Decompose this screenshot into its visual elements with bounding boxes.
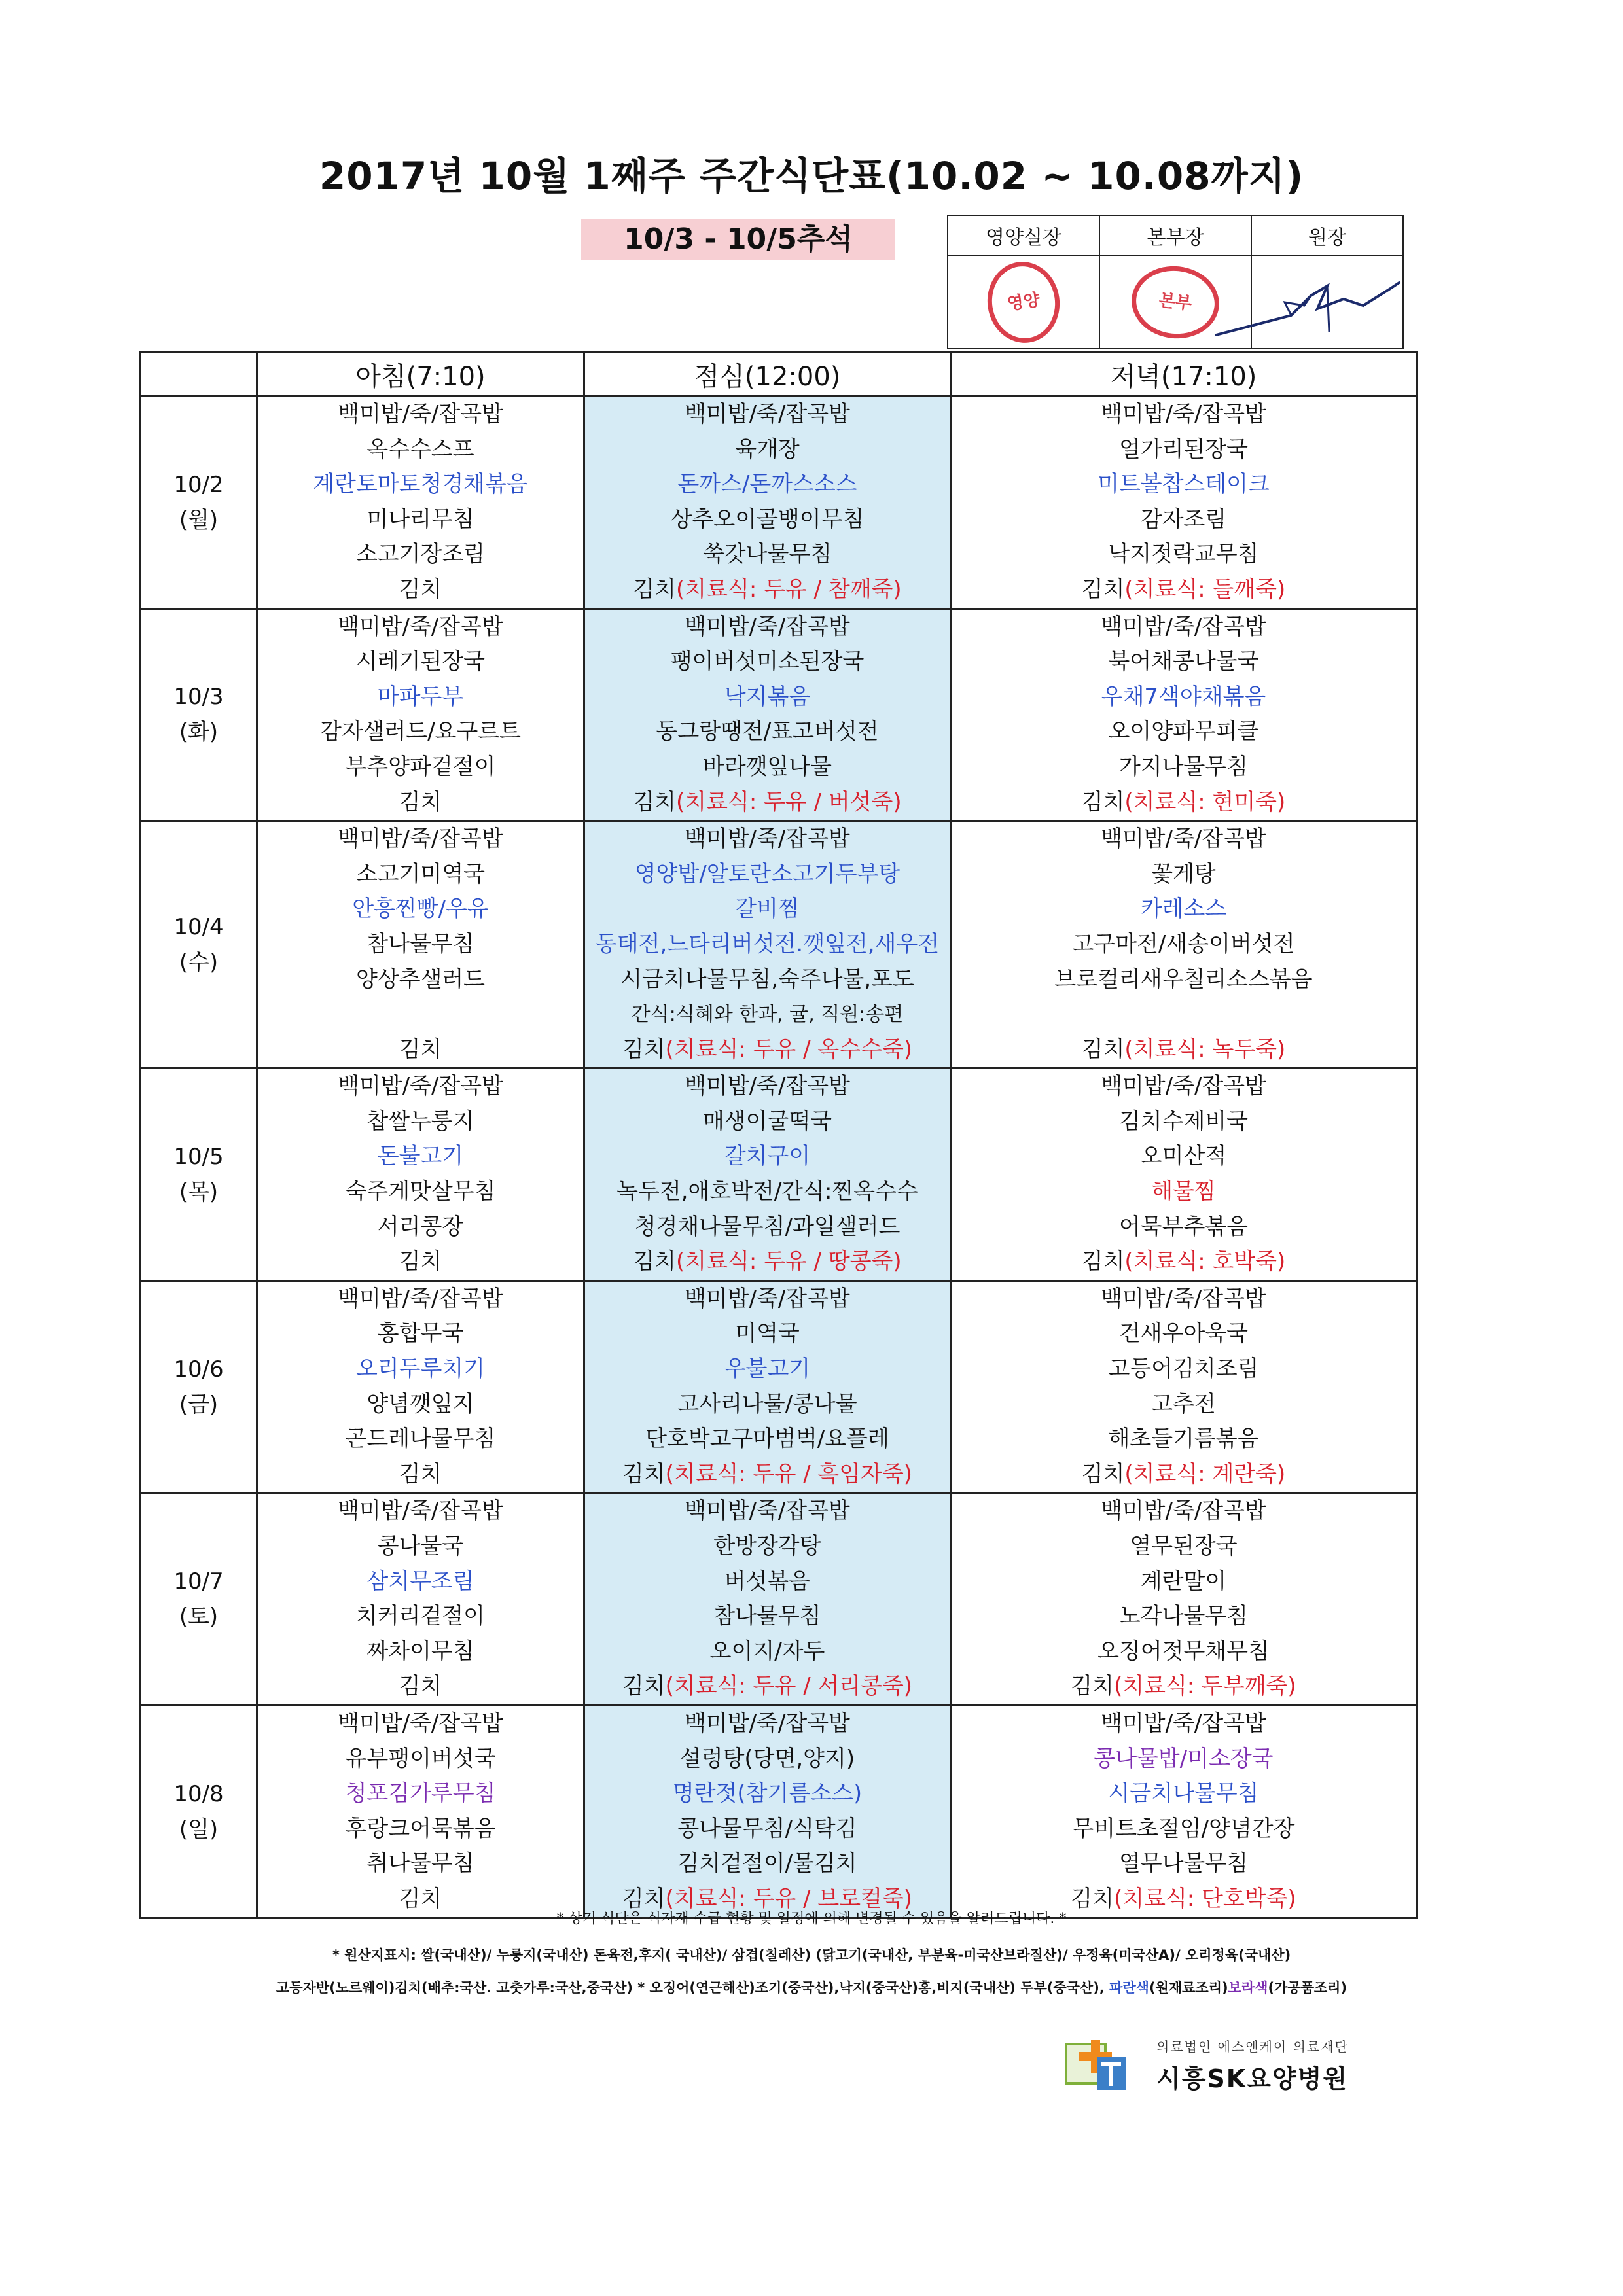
hospital-name: 시흥SK요양병원 xyxy=(1156,2064,1349,2093)
menu-item: 백미밥/죽/잡곡밥 xyxy=(685,1710,850,1737)
menu-item: 백미밥/죽/잡곡밥 xyxy=(1101,1710,1266,1737)
breakfast-cell xyxy=(257,821,584,1069)
menu-item: 해초들기름볶음 xyxy=(1108,1426,1259,1453)
kimchi-label: 김치 xyxy=(622,1460,666,1487)
menu-item: 설렁탕(당면,양지) xyxy=(679,1745,855,1772)
menu-item: 시레기된장국 xyxy=(355,648,486,675)
menu-item: 어묵부추볶음 xyxy=(1118,1213,1249,1240)
day-row xyxy=(141,609,1417,821)
menu-item: 백미밥/죽/잡곡밥 xyxy=(685,1073,850,1100)
menu-item: 버섯볶음 xyxy=(724,1568,811,1595)
menu-item: 콩나물밥/미소장국 xyxy=(1094,1745,1274,1772)
day-row xyxy=(141,1493,1417,1706)
therapy-diet-label: (치료식: 두부깨죽) xyxy=(1114,1673,1296,1700)
menu-item: 고사리나물/콩나물 xyxy=(677,1390,857,1417)
kimchi-therapy-line xyxy=(952,785,1416,821)
menu-item: 백미밥/죽/잡곡밥 xyxy=(1101,1498,1266,1525)
menu-item: 우채7색야채볶음 xyxy=(1101,683,1266,710)
menu-item: 건새우아욱국 xyxy=(1118,1320,1249,1347)
kimchi-label: 김치 xyxy=(633,788,677,815)
menu-item: 한방장각탕 xyxy=(713,1533,821,1559)
menu-item: 명란젓(참기름소스) xyxy=(672,1780,863,1807)
therapy-diet-label: (치료식: 두유 / 서리콩죽) xyxy=(665,1673,913,1700)
menu-item: 마파두부 xyxy=(377,683,464,710)
day-label xyxy=(141,1493,257,1706)
menu-item: 간식:식혜와 한과, 귤, 직원:송편 xyxy=(631,1003,904,1027)
menu-item: 우불고기 xyxy=(724,1356,811,1383)
kimchi-therapy-line xyxy=(952,1457,1416,1492)
day-label xyxy=(141,1705,257,1918)
kimchi-therapy-line xyxy=(952,1245,1416,1280)
menu-item: 고등어김치조림 xyxy=(1108,1356,1259,1383)
day-row xyxy=(141,1705,1417,1918)
menu-item: 오리두루치기 xyxy=(355,1356,486,1383)
day-weekday: (수) xyxy=(179,949,219,976)
dinner-cell xyxy=(951,397,1417,609)
menu-item: 김치수제비국 xyxy=(1118,1108,1249,1135)
menu-item: 치커리겉절이 xyxy=(355,1603,486,1630)
kimchi-label: 김치 xyxy=(633,1248,677,1275)
approval-box xyxy=(947,215,1404,349)
menu-item: 백미밥/죽/잡곡밥 xyxy=(685,826,850,853)
menu-item: 백미밥/죽/잡곡밥 xyxy=(1101,826,1266,853)
kimchi-therapy-line xyxy=(952,1033,1416,1068)
menu-item: 백미밥/죽/잡곡밥 xyxy=(338,401,503,427)
kimchi-therapy-line xyxy=(585,573,950,608)
menu-item xyxy=(258,997,583,1033)
day-date: 10/6 xyxy=(173,1356,224,1383)
day-label xyxy=(141,1069,257,1281)
menu-item: 백미밥/죽/잡곡밥 xyxy=(1101,613,1266,640)
therapy-diet-label: (치료식: 두유 / 흑임자죽) xyxy=(665,1460,913,1487)
therapy-diet-label: (치료식: 두유 / 땅콩죽) xyxy=(676,1248,902,1275)
breakfast-cell xyxy=(257,1280,584,1493)
menu-item: 김치 xyxy=(399,788,442,815)
menu-item: 미역국 xyxy=(735,1320,800,1347)
dinner-cell xyxy=(951,1069,1417,1281)
corner-cell xyxy=(141,352,257,397)
menu-item: 찹쌀누룽지 xyxy=(366,1108,474,1135)
menu-item: 카레소스 xyxy=(1140,896,1227,923)
day-row xyxy=(141,397,1417,609)
menu-item: 감자샐러드/요구르트 xyxy=(319,718,522,745)
origin-label-line-2 xyxy=(0,1977,1623,1997)
menu-item: 계란말이 xyxy=(1140,1568,1227,1595)
approval-stamp-nutrition xyxy=(948,256,1099,349)
therapy-diet-label: (치료식: 두유 / 브로컬죽) xyxy=(665,1885,913,1912)
legend-blue-desc: (원재료조리) xyxy=(1149,1980,1228,1996)
origin-text: 고등자반(노르웨이)김치(배추:국산. 고춧가루:국산,중국산) * 오징어(연근해산)조기(중국산),낙지(중국산)홍,비지(국내산) 두부(중국산), xyxy=(276,1980,1110,1996)
kimchi-therapy-line xyxy=(952,573,1416,608)
menu-item: 백미밥/죽/잡곡밥 xyxy=(685,613,850,640)
menu-item: 매생이굴떡국 xyxy=(702,1108,832,1135)
menu-item: 육개장 xyxy=(735,436,800,463)
menu-item: 백미밥/죽/잡곡밥 xyxy=(338,1073,503,1100)
kimchi-label: 김치 xyxy=(1081,1248,1125,1275)
menu-item: 홍합무국 xyxy=(377,1320,464,1347)
menu-item: 고구마전/새송이버섯전 xyxy=(1072,930,1295,957)
day-weekday: (금) xyxy=(179,1391,219,1418)
lunch-cell xyxy=(584,1280,951,1493)
menu-item: 곤드레나물무침 xyxy=(345,1426,496,1453)
dinner-cell xyxy=(951,609,1417,821)
kimchi-label: 김치 xyxy=(622,1036,666,1063)
menu-item: 안흥찐빵/우유 xyxy=(352,896,489,923)
menu-item: 동그랑땡전/표고버섯전 xyxy=(656,718,879,745)
menu-item: 감자조림 xyxy=(1140,506,1227,533)
menu-item: 청경채나물무침/과일샐러드 xyxy=(634,1213,901,1240)
lunch-cell xyxy=(584,1705,951,1918)
menu-item: 김치 xyxy=(399,1460,442,1487)
menu-item: 삼치무조림 xyxy=(366,1568,474,1595)
lunch-cell xyxy=(584,1069,951,1281)
menu-item: 백미밥/죽/잡곡밥 xyxy=(338,1285,503,1312)
menu-item: 브로컬리새우칠리소스볶음 xyxy=(1054,966,1313,993)
therapy-diet-label: (치료식: 두유 / 버섯죽) xyxy=(676,788,902,815)
menu-item: 숙주게맛살무침 xyxy=(345,1178,496,1205)
change-notice: * 상기 식단은 식자재 수급 현황 및 일정에 의해 변경될 수 있음을 알려드립니다. * xyxy=(556,1911,1067,1927)
menu-item: 백미밥/죽/잡곡밥 xyxy=(1101,401,1266,427)
menu-item: 청포김가루무침 xyxy=(345,1780,496,1807)
page-title: 2017년 10월 1째주 주간식단표(10.02 ~ 10.08까지) xyxy=(319,154,1304,198)
menu-item: 참나물무침 xyxy=(713,1603,821,1630)
day-row xyxy=(141,1280,1417,1493)
day-weekday: (토) xyxy=(179,1604,219,1631)
menu-item: 취나물무침 xyxy=(366,1850,474,1877)
day-label xyxy=(141,609,257,821)
dinner-cell xyxy=(951,1280,1417,1493)
menu-item: 북어채콩나물국 xyxy=(1108,648,1259,675)
day-row xyxy=(141,1069,1417,1281)
holiday-banner: 10/3 - 10/5추석 xyxy=(581,219,895,260)
menu-item: 돈까스/돈까스소스 xyxy=(677,471,857,498)
menu-body xyxy=(141,397,1417,1918)
menu-item: 낙지볶음 xyxy=(724,683,811,710)
kimchi-label: 김치 xyxy=(1081,1036,1125,1063)
day-label xyxy=(141,821,257,1069)
hospital-branding xyxy=(1065,2036,1366,2102)
day-date: 10/8 xyxy=(173,1780,224,1807)
menu-item: 바라깻잎나물 xyxy=(702,753,832,780)
menu-item: 낙지젓락교무침 xyxy=(1108,541,1259,568)
therapy-diet-label: (치료식: 두유 / 옥수수죽) xyxy=(665,1036,913,1063)
kimchi-label: 김치 xyxy=(633,576,677,603)
lunch-cell xyxy=(584,397,951,609)
menu-item: 녹두전,애호박전/간식:찐옥수수 xyxy=(616,1178,918,1205)
menu-item: 백미밥/죽/잡곡밥 xyxy=(685,401,850,427)
menu-item: 해물찜 xyxy=(1151,1178,1216,1205)
menu-item: 오이양파무피클 xyxy=(1108,718,1259,745)
kimchi-therapy-line xyxy=(952,1669,1416,1704)
day-weekday: (일) xyxy=(179,1816,219,1843)
menu-item: 참나물무침 xyxy=(366,930,474,957)
dinner-cell xyxy=(951,821,1417,1069)
breakfast-cell xyxy=(257,1705,584,1918)
menu-item: 백미밥/죽/잡곡밥 xyxy=(338,1498,503,1525)
kimchi-therapy-line xyxy=(585,1457,950,1492)
menu-item: 쑥갓나물무침 xyxy=(702,541,832,568)
therapy-diet-label: (치료식: 현미죽) xyxy=(1124,788,1286,815)
kimchi-label: 김치 xyxy=(1071,1885,1114,1912)
day-weekday: (월) xyxy=(179,506,219,533)
menu-item: 갈비찜 xyxy=(735,896,800,923)
day-label xyxy=(141,397,257,609)
menu-item: 김치 xyxy=(399,1036,442,1063)
menu-item: 콩나물국 xyxy=(377,1533,464,1559)
therapy-diet-label: (치료식: 단호박죽) xyxy=(1114,1885,1296,1912)
menu-item: 얼가리된장국 xyxy=(1118,436,1249,463)
menu-item: 오징어젓무채무침 xyxy=(1097,1638,1270,1665)
therapy-diet-label: (치료식: 들깨죽) xyxy=(1124,576,1286,603)
menu-item: 백미밥/죽/잡곡밥 xyxy=(338,613,503,640)
menu-item: 갈치구이 xyxy=(724,1143,811,1170)
header-lunch: 점심(12:00) xyxy=(584,352,951,397)
approval-label-chief: 원장 xyxy=(1251,215,1403,256)
menu-item: 상추오이골뱅이무침 xyxy=(670,506,865,533)
menu-item: 시금치나물무침 xyxy=(1108,1780,1259,1807)
day-date: 10/7 xyxy=(173,1568,224,1595)
kimchi-therapy-line xyxy=(585,1669,950,1704)
lunch-cell xyxy=(584,1493,951,1706)
menu-item: 백미밥/죽/잡곡밥 xyxy=(338,1710,503,1737)
day-weekday: (목) xyxy=(179,1179,219,1206)
menu-item: 영양밥/알토란소고기두부탕 xyxy=(634,860,901,887)
menu-item: 돈불고기 xyxy=(377,1143,464,1170)
legend-blue-label: 파란색 xyxy=(1109,1980,1149,1996)
weekly-menu-table xyxy=(139,351,1418,1919)
day-label xyxy=(141,1280,257,1493)
header-breakfast: 아침(7:10) xyxy=(257,352,584,397)
kimchi-therapy-line xyxy=(585,1033,950,1068)
day-date: 10/4 xyxy=(173,913,224,940)
kimchi-label: 김치 xyxy=(1081,1460,1125,1487)
menu-item: 무비트초절임/양념간장 xyxy=(1072,1815,1295,1842)
menu-item: 김치 xyxy=(399,1248,442,1275)
breakfast-cell xyxy=(257,1493,584,1706)
menu-item: 유부팽이버섯국 xyxy=(345,1745,496,1772)
day-date: 10/3 xyxy=(173,684,224,711)
menu-item: 부추양파겉절이 xyxy=(345,753,496,780)
approval-label-director: 본부장 xyxy=(1099,215,1251,256)
menu-item: 가지나물무침 xyxy=(1118,753,1249,780)
menu-item: 미나리무침 xyxy=(366,506,474,533)
menu-item: 백미밥/죽/잡곡밥 xyxy=(1101,1285,1266,1312)
menu-item: 계란토마토청경채볶음 xyxy=(313,471,528,498)
menu-item: 오미산적 xyxy=(1140,1143,1227,1170)
signature-icon xyxy=(1213,270,1402,342)
red-seal-stamp: 영양 xyxy=(982,257,1065,347)
kimchi-therapy-line xyxy=(585,1245,950,1280)
therapy-diet-label: (치료식: 호박죽) xyxy=(1124,1248,1286,1275)
menu-item: 백미밥/죽/잡곡밥 xyxy=(685,1285,850,1312)
day-date: 10/5 xyxy=(173,1144,224,1171)
menu-item xyxy=(952,997,1416,1033)
menu-item: 백미밥/죽/잡곡밥 xyxy=(685,1498,850,1525)
header-dinner: 저녁(17:10) xyxy=(951,352,1417,397)
menu-item: 열무나물무침 xyxy=(1118,1850,1249,1877)
menu-item: 동태전,느타리버섯전.깻잎전,새우전 xyxy=(595,930,940,957)
menu-item: 팽이버섯미소된장국 xyxy=(670,648,865,675)
breakfast-cell xyxy=(257,609,584,821)
kimchi-label: 김치 xyxy=(622,1673,666,1700)
menu-item: 콩나물무침/식탁김 xyxy=(677,1815,857,1842)
menu-item: 시금치나물무침,숙주나물,포도 xyxy=(620,966,914,993)
breakfast-cell xyxy=(257,1069,584,1281)
menu-item: 옥수수스프 xyxy=(366,436,474,463)
day-weekday: (화) xyxy=(179,719,219,746)
menu-item: 김치 xyxy=(399,1673,442,1700)
kimchi-therapy-line xyxy=(585,785,950,821)
menu-item: 양념깻잎지 xyxy=(366,1390,474,1417)
approval-label-nutrition: 영양실장 xyxy=(948,215,1099,256)
menu-item: 김치 xyxy=(399,576,442,603)
menu-item: 고추전 xyxy=(1151,1390,1216,1417)
menu-item: 소고기미역국 xyxy=(355,860,486,887)
menu-item: 열무된장국 xyxy=(1130,1533,1238,1559)
therapy-diet-label: (치료식: 두유 / 참깨죽) xyxy=(676,576,902,603)
menu-item: 꽃게탕 xyxy=(1151,860,1216,887)
hospital-logo-icon xyxy=(1065,2038,1128,2094)
menu-item: 김치 xyxy=(399,1885,442,1912)
day-date: 10/2 xyxy=(173,471,224,498)
menu-item: 단호박고구마범벅/요플레 xyxy=(645,1426,889,1453)
dinner-cell xyxy=(951,1493,1417,1706)
menu-item: 노각나물무침 xyxy=(1118,1603,1249,1630)
legend-purple-label: 보라색 xyxy=(1228,1980,1268,1996)
menu-item: 짜차이무침 xyxy=(366,1638,474,1665)
menu-item: 서리콩장 xyxy=(377,1213,464,1240)
kimchi-label: 김치 xyxy=(1071,1673,1114,1700)
day-row xyxy=(141,821,1417,1069)
menu-item: 오이지/자두 xyxy=(709,1638,825,1665)
menu-item: 후랑크어묵볶음 xyxy=(345,1815,496,1842)
legend-purple-desc: (가공품조리) xyxy=(1268,1980,1347,1996)
menu-item: 백미밥/죽/잡곡밥 xyxy=(338,826,503,853)
menu-item: 백미밥/죽/잡곡밥 xyxy=(1101,1073,1266,1100)
origin-label-line-1: * 원산지표시: 쌀(국내산)/ 누룽지(국내산) 돈육전,후지( 국내산)/ 삼겹(칠레산) (닭고기(국내산, 부분육-미국산브라질산)/ 우정육(미국산A)/ 오리정육(국내산) xyxy=(332,1947,1291,1963)
menu-item: 소고기장조림 xyxy=(355,541,486,568)
lunch-cell xyxy=(584,609,951,821)
kimchi-label: 김치 xyxy=(1081,576,1125,603)
kimchi-label: 김치 xyxy=(622,1885,666,1912)
foundation-name: 의료법인 에스앤케이 의료재단 xyxy=(1156,2039,1349,2055)
lunch-cell xyxy=(584,821,951,1069)
therapy-diet-label: (치료식: 녹두죽) xyxy=(1124,1036,1286,1063)
menu-item: 김치겉절이/물김치 xyxy=(677,1850,857,1877)
dinner-cell xyxy=(951,1705,1417,1918)
red-seal-stamp: 본부 xyxy=(1128,262,1223,342)
kimchi-label: 김치 xyxy=(1081,788,1125,815)
approval-signature xyxy=(1251,256,1403,349)
menu-item: 미트볼찹스테이크 xyxy=(1097,471,1270,498)
therapy-diet-label: (치료식: 계란죽) xyxy=(1124,1460,1286,1487)
breakfast-cell xyxy=(257,397,584,609)
menu-item: 양상추샐러드 xyxy=(355,966,486,993)
